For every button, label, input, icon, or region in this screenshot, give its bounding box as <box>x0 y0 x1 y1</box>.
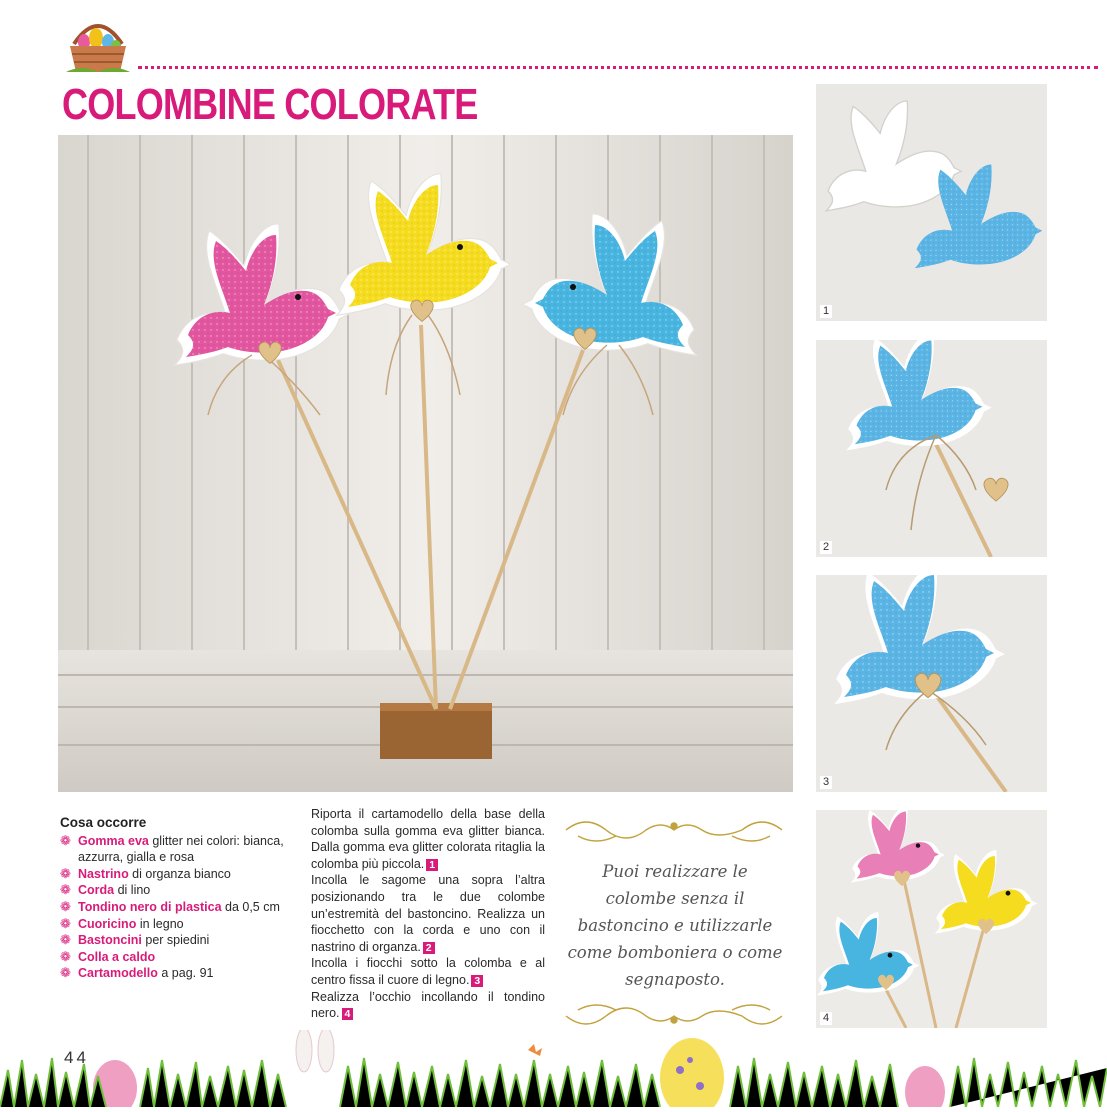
material-item <box>60 882 300 899</box>
material-item <box>60 949 300 966</box>
step-photo-1 <box>816 84 1047 321</box>
main-photo <box>58 135 793 792</box>
material-item <box>60 866 300 883</box>
material-name: Cuoricino <box>78 916 137 931</box>
instruction-text: Incolla i fiocchi sotto la colomba e al centro fissa il cuore di legno. <box>311 956 545 987</box>
step-badge: 1 <box>426 859 438 871</box>
step-number-3: 3 <box>820 776 832 789</box>
material-detail: in legno <box>136 916 184 931</box>
easter-egg-icon <box>660 1038 724 1107</box>
material-detail: a pag. 91 <box>157 966 214 981</box>
butterfly-icon <box>528 1044 542 1056</box>
material-item <box>60 916 300 933</box>
step-badge: 4 <box>342 1008 354 1020</box>
step-number-2: 2 <box>820 541 832 554</box>
step-number-4: 4 <box>820 1012 832 1025</box>
header-dotted-rule <box>138 66 1098 69</box>
step-badge: 3 <box>471 975 483 987</box>
material-item <box>60 932 300 949</box>
step-photo-3 <box>816 575 1047 792</box>
flower-bullet-icon: ❁ <box>60 865 71 881</box>
flower-bullet-icon: ❁ <box>60 898 71 914</box>
instruction-text: Riporta il cartamodello della base della colomba sulla gomma eva glitter bianca. Dalla gomma eva glitter colorata ritaglia la colomba più piccola. <box>311 807 545 871</box>
instruction-paragraph <box>311 806 545 872</box>
instruction-text: Incolla le sagome una sopra l’altra posizionando tra le due colombe un’estremità del bastoncino. Realizza un fiocchetto con la corda e uno con il nastrino di organza. <box>311 873 545 954</box>
material-name: Colla a caldo <box>78 949 156 964</box>
flower-bullet-icon: ❁ <box>60 932 71 948</box>
easter-basket-icon <box>62 14 134 78</box>
page-number: 44 <box>64 1048 89 1067</box>
page-title: COLOMBINE COLORATE <box>62 80 478 129</box>
material-item <box>60 965 300 982</box>
instruction-paragraph <box>311 955 545 988</box>
ornament-top-icon <box>566 822 782 841</box>
material-item <box>60 899 300 916</box>
material-name: Cartamodello <box>78 966 158 981</box>
material-detail: glitter nei colori: bianca, azzurra, gialla e rosa <box>78 833 284 865</box>
materials-heading: Cosa occorre <box>60 815 147 830</box>
materials-list <box>60 815 300 982</box>
material-detail: di lino <box>114 883 151 898</box>
flower-bullet-icon: ❁ <box>60 832 71 848</box>
material-name: Corda <box>78 883 115 898</box>
flower-bullet-icon: ❁ <box>60 915 71 931</box>
flower-bullet-icon: ❁ <box>60 965 71 981</box>
material-detail: di organza bianco <box>128 866 231 881</box>
material-item <box>60 833 300 866</box>
step-photo-4 <box>816 810 1047 1028</box>
tip-text: Puoi realizzare le colombe senza il bastoncino e utilizzarle come bomboniera o come segnaposto. <box>567 862 783 989</box>
material-name: Gomma eva <box>78 833 149 848</box>
instruction-paragraph <box>311 872 545 955</box>
material-name: Nastrino <box>78 866 129 881</box>
instruction-text: Realizza l’occhio incollando il tondino nero. <box>311 989 545 1021</box>
material-detail: da 0,5 cm <box>221 899 280 914</box>
flower-bullet-icon: ❁ <box>60 948 71 964</box>
material-detail: per spiedini <box>141 933 210 948</box>
flower-bullet-icon: ❁ <box>60 882 71 898</box>
step-photo-2 <box>816 340 1047 557</box>
instruction-paragraph <box>311 989 545 1022</box>
easter-egg-icon <box>905 1066 945 1107</box>
step-badge: 2 <box>423 942 435 954</box>
instructions-text <box>311 806 545 1022</box>
material-name: Bastoncini <box>78 933 142 948</box>
grass-footer-decoration <box>0 1030 1107 1107</box>
step-number-1: 1 <box>820 305 832 318</box>
ornament-bottom-icon <box>566 1005 782 1024</box>
material-name: Tondino nero di plastica <box>78 899 222 914</box>
tip-box <box>556 812 793 1034</box>
